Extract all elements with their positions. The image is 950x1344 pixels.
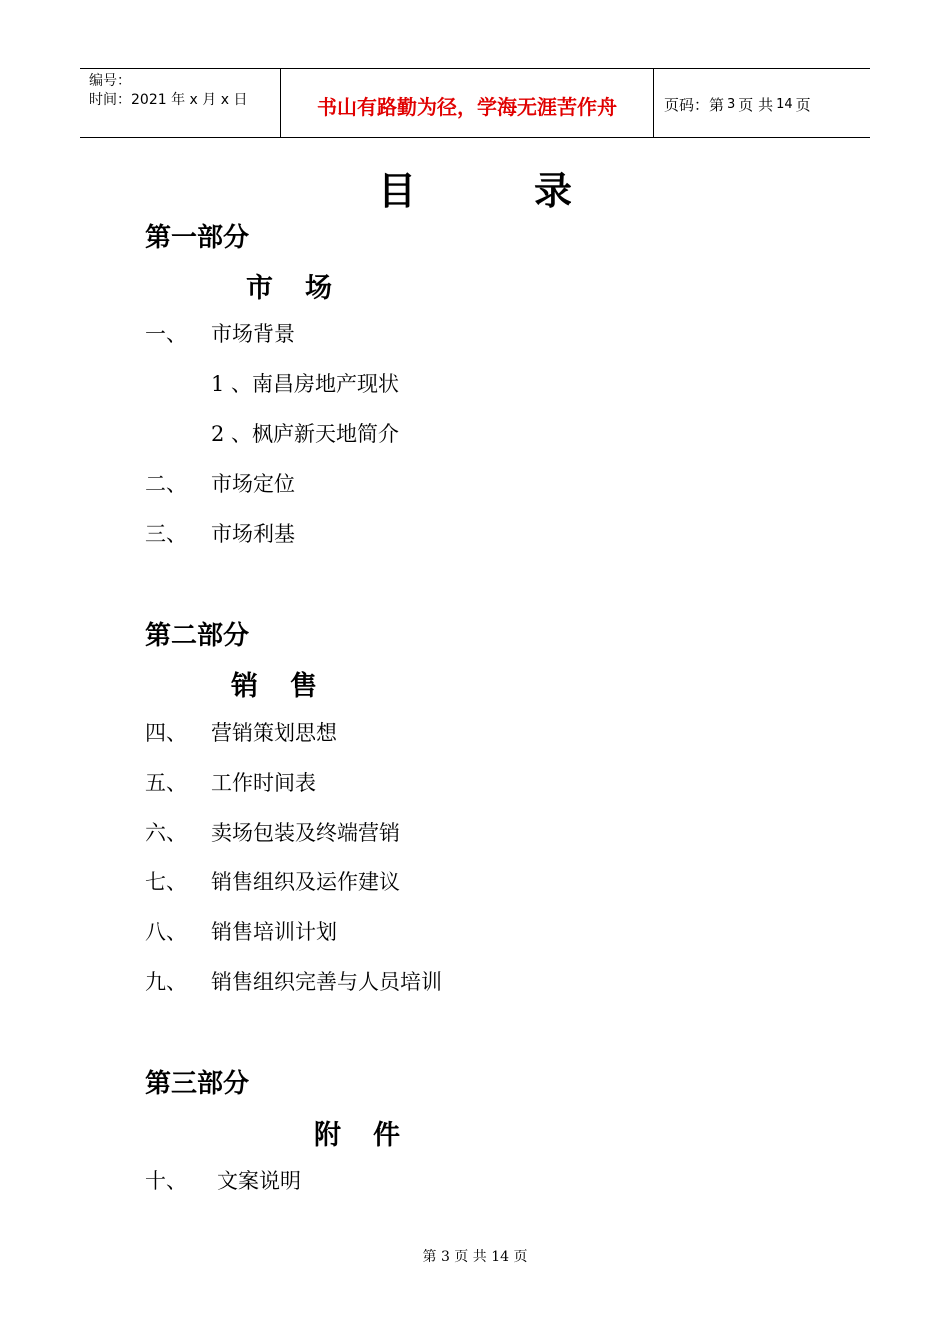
toc-item: 二、 市场定位 <box>145 472 295 496</box>
toc-item: 五、 工作时间表 <box>145 771 316 795</box>
page-mid: 页 共 <box>738 95 774 114</box>
header-left-cell <box>80 69 281 137</box>
toc-item: 六、 卖场包装及终端营销 <box>145 821 400 845</box>
part-heading: 第二部分 <box>145 621 250 651</box>
page-title <box>0 160 950 215</box>
toc-subitem: 2 、枫庐新天地简介 <box>211 422 400 446</box>
toc-item: 三、 市场利基 <box>145 522 295 546</box>
part-heading: 第三部分 <box>145 1069 250 1099</box>
toc-item: 四、 营销策划思想 <box>145 721 337 745</box>
time-label: 时间：2021 年 x 月 x 日 <box>89 92 248 108</box>
header-table <box>80 68 870 138</box>
toc-subitem: 1 、南昌房地产现状 <box>211 372 400 396</box>
part-heading: 第一部分 <box>145 223 250 253</box>
toc-item: 十、 文案说明 <box>145 1169 301 1193</box>
number-label: 编号： <box>89 73 131 89</box>
part-subtitle: 市 场 <box>246 273 332 304</box>
page-total: 14 <box>776 96 793 112</box>
page-prefix: 页码：第 <box>664 95 725 114</box>
page-suffix: 页 <box>795 95 811 114</box>
toc-item: 一、 市场背景 <box>145 322 295 346</box>
title-char-2: 录 <box>534 168 573 213</box>
toc-item: 七、 销售组织及运作建议 <box>145 870 400 894</box>
part-subtitle: 销 售 <box>231 671 317 702</box>
page-number: 3 <box>727 96 736 112</box>
part-subtitle: 附 件 <box>314 1120 400 1151</box>
motto: 书山有路勤为径，学海无涯苦作舟 <box>281 69 654 137</box>
toc-item: 九、 销售组织完善与人员培训 <box>145 970 442 994</box>
toc-item: 八、 销售培训计划 <box>145 920 337 944</box>
page-footer: 第 3 页 共 14 页 <box>422 1249 528 1265</box>
page-indicator <box>654 69 870 137</box>
title-char-1: 目 <box>377 168 416 213</box>
